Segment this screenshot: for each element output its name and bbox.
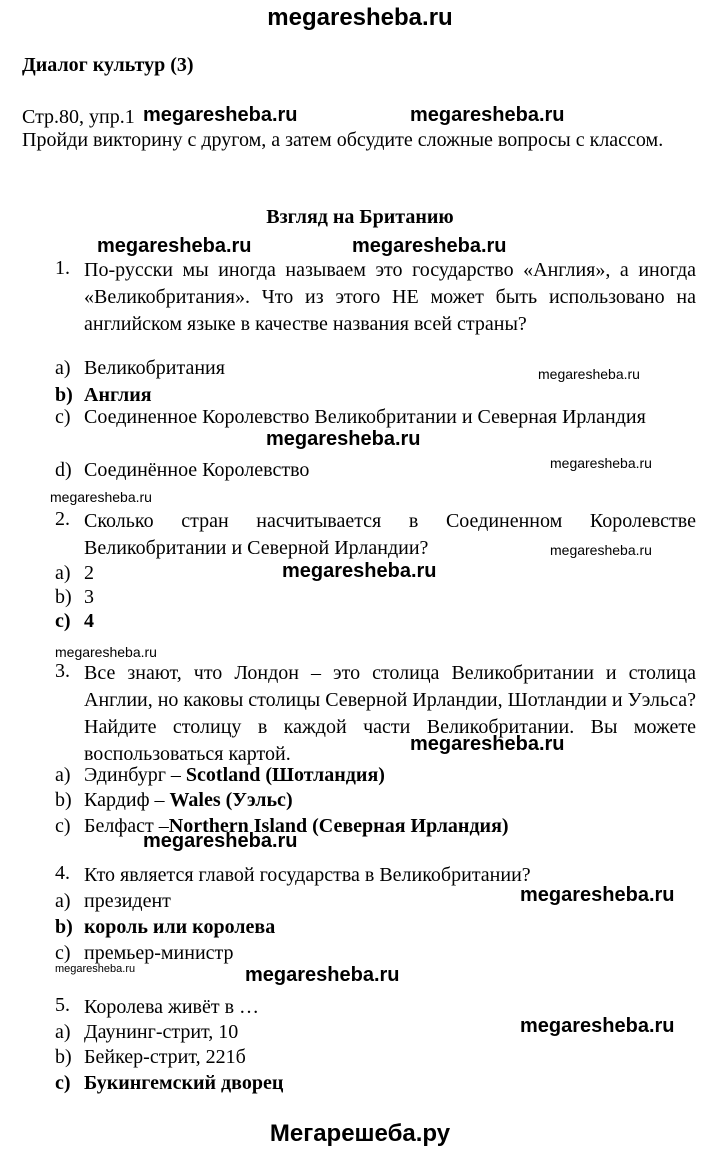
section-title: Диалог культур (3): [22, 54, 194, 76]
option-text: Соединенное Королевство Великобритании и Северная Ирландия: [84, 406, 646, 428]
option-letter: a): [55, 1021, 71, 1043]
watermark: megaresheba.ru: [410, 733, 565, 755]
option-letter: b): [55, 384, 73, 406]
option-letter: c): [55, 815, 71, 837]
site-footer[interactable]: Мегарешеба.ру: [269, 1120, 451, 1147]
question-number: 2.: [55, 508, 70, 530]
option-letter: a): [55, 357, 71, 379]
option-letter: a): [55, 890, 71, 912]
question-number: 3.: [55, 660, 70, 682]
option-letter: a): [55, 562, 71, 584]
watermark: megaresheba.ru: [550, 455, 652, 471]
option-letter: b): [55, 586, 72, 608]
watermark: megaresheba.ru: [538, 366, 640, 382]
option-text: президент: [84, 890, 171, 912]
option-letter: c): [55, 610, 71, 632]
quiz-title: Взгляд на Британию: [266, 206, 454, 228]
watermark: megaresheba.ru: [55, 963, 136, 975]
option-letter: d): [55, 459, 72, 481]
option-text: Соединённое Королевство: [84, 459, 310, 481]
question-text: Королева живёт в …: [84, 996, 260, 1018]
watermark: megaresheba.ru: [520, 884, 675, 906]
watermark: megaresheba.ru: [50, 489, 152, 505]
option-text: [84, 787, 293, 814]
question-text: Все знают, что Лондон – это столица Великобритании и столица Англии, но каковы столицы Северной Ирландии, Шотландии и Уэльса? Найдите столицу в каждой части Великобритании. Вы можете воспользоваться картой.: [84, 662, 696, 765]
watermark: megaresheba.ru: [55, 644, 157, 660]
option-text: Бейкер-стрит, 221б: [84, 1046, 246, 1068]
question-text: Кто является главой государства в Великобритании?: [84, 864, 531, 886]
option-answer: Scotland (Шотландия): [185, 764, 385, 786]
option-city: Кардиф –: [84, 789, 170, 811]
watermark: megaresheba.ru: [245, 964, 400, 986]
option-text: премьер-министр: [84, 942, 234, 964]
site-header[interactable]: megaresheba.ru: [267, 4, 453, 31]
option-text-correct: король или королева: [84, 916, 276, 938]
task-ref: Стр.80, упр.1: [22, 106, 135, 128]
option-text-correct: Букингемский дворец: [84, 1072, 284, 1094]
option-letter: c): [55, 1072, 71, 1094]
option-city: Эдинбург –: [84, 764, 186, 786]
question-text: Сколько стран насчитывается в Соединенном Королевстве Великобритании и Северной Ирландии?: [84, 510, 696, 559]
question-number: 1.: [55, 257, 70, 279]
watermark: megaresheba.ru: [143, 830, 298, 852]
option-text: 2: [84, 562, 94, 584]
option-letter: c): [55, 406, 71, 428]
watermark: megaresheba.ru: [282, 560, 437, 582]
option-text-correct: Англия: [84, 384, 152, 406]
option-answer: Northern Island (Северная Ирландия): [168, 815, 509, 837]
option-text: 3: [84, 586, 94, 608]
option-text-correct: 4: [84, 610, 94, 632]
option-letter: b): [55, 916, 73, 938]
watermark: megaresheba.ru: [266, 428, 421, 450]
task-instruction: Пройди викторину с другом, а затем обсудите сложные вопросы с классом.: [22, 129, 664, 151]
option-letter: b): [55, 1046, 72, 1068]
question-number: 4.: [55, 862, 70, 884]
watermark: megaresheba.ru: [550, 542, 652, 558]
option-text: Даунинг-стрит, 10: [84, 1021, 239, 1043]
watermark: megaresheba.ru: [143, 104, 298, 126]
option-answer: Wales (Уэльс): [169, 789, 293, 811]
option-letter: a): [55, 764, 71, 786]
option-text: [84, 762, 385, 789]
option-letter: b): [55, 789, 72, 811]
watermark: megaresheba.ru: [520, 1015, 675, 1037]
option-letter: c): [55, 942, 71, 964]
watermark: megaresheba.ru: [352, 235, 507, 257]
watermark: megaresheba.ru: [410, 104, 565, 126]
option-text: Великобритания: [84, 357, 225, 379]
watermark: megaresheba.ru: [97, 235, 252, 257]
question-text: По-русски мы иногда называем это государство «Англия», а иногда «Великобритания». Что из этого НЕ может быть использовано на английском языке в качестве названия всей страны?: [84, 259, 696, 335]
option-city: Белфаст –: [84, 815, 169, 837]
question-number: 5.: [55, 994, 70, 1016]
